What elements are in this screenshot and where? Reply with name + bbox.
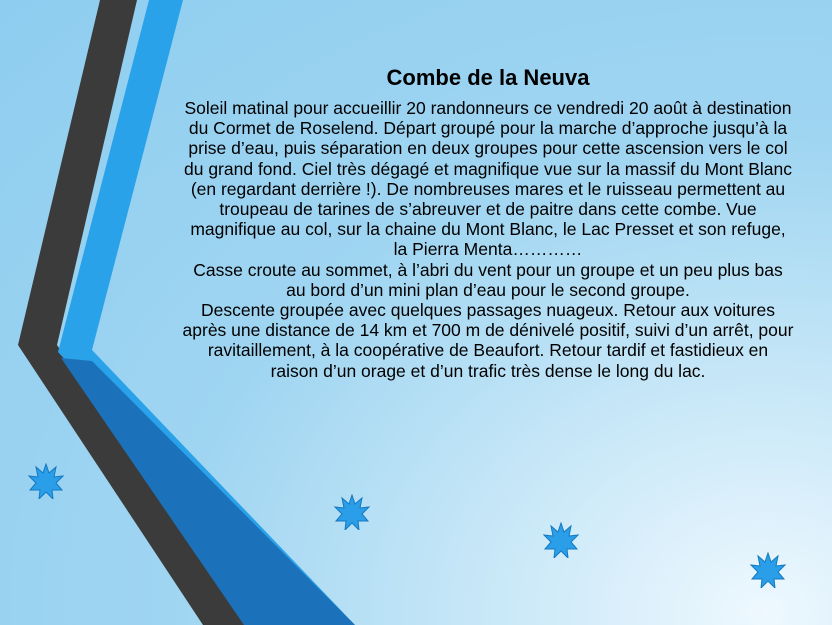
paragraph-lunch: Casse croute au sommet, à l’abri du vent pour un groupe et un peu plus bas au bord d’un mini plan d’eau pour le second groupe. [193, 259, 783, 300]
paragraph-ascent: Soleil matinal pour accueillir 20 randonneurs ce vendredi 20 août à destination du Cormet de Roselend. Départ groupé pour la marche d’approche jusqu’à la prise d’eau, puis séparation en deux groupes pour cette ascension vers le col du grand fond. Ciel très dégagé et magnifique vue sur la massif du Mont Blanc (en regardant derrière !). De nombreuses mares et le ruisseau permettent au troupeau de tarines de s’abreuver et de paitre dans cette combe. Vue magnifique au col, sur la chaine du Mont Blanc, le Lac Presset et son refuge, la Pierra Menta………… [184, 98, 792, 260]
slide-text-block [182, 64, 794, 381]
paragraph-descent: Descente groupée avec quelques passages nuageux. Retour aux voitures après une distance de 14 km et 700 m de dénivelé positif, suivi d’un arrêt, pour ravitaillement, à la coopérative de Beaufort. Retour tardif et fastidieux en raison d’un orage et d’un trafic très dense le long du lac. [182, 300, 794, 381]
slide-title: Combe de la Neuva [386, 65, 590, 90]
starburst-icon [543, 522, 579, 558]
starburst-icon [334, 494, 370, 530]
starburst-icon [28, 463, 64, 499]
starburst-icon [750, 552, 786, 588]
